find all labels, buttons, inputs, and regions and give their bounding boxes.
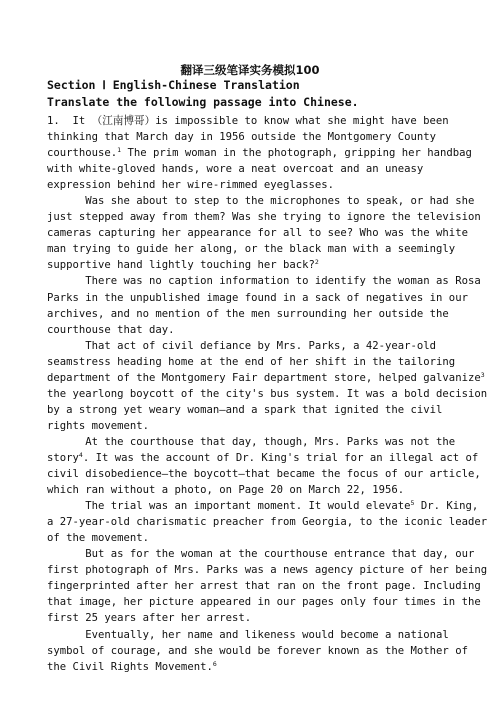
passage-line-text: by a strong yet weary woman—and a spark that ignited the civil [47, 403, 443, 416]
passage-line-text: the Civil Rights Movement. [47, 660, 213, 673]
passage-line-text: archives, and no mention of the men surrounding her outside the [47, 307, 449, 320]
passage-line-text: of the movement. [47, 532, 150, 545]
passage-line [47, 273, 481, 289]
passage-line [47, 514, 488, 530]
passage-line [47, 659, 467, 675]
page-title: 翻译三级笔译实务模拟100 [180, 63, 320, 77]
passage-line [47, 338, 467, 354]
passage-line-text: department of the Montgomery Fair department store, helped galvanize [47, 371, 481, 384]
passage-line-text: that image, her picture appeared in our pages only four times in the [47, 596, 481, 609]
passage-line-text: symbol of courage, and she would be forever known as the Mother of [47, 644, 468, 657]
passage-line-text: cameras capturing her appearance for all to see? Who was the white [47, 227, 468, 240]
passage-line-text: first 25 years after her arrest. [47, 612, 252, 625]
passage-line-text: rights movement. [47, 419, 150, 432]
passage-line [47, 594, 481, 610]
passage-line [47, 562, 488, 578]
footnote-marker: 5 [410, 499, 415, 508]
passage-line [47, 193, 475, 209]
passage-line [47, 450, 479, 466]
passage-line-text: the yearlong boycott of the city's bus system. It was a bold decision [47, 387, 488, 400]
passage-line-text: supportive hand lightly touching her back? [47, 259, 315, 272]
passage-line-text: Was she about to step to the microphones to speak, or had she [47, 195, 475, 208]
footnote-marker: 6 [212, 659, 217, 668]
instruction-heading: Translate the following passage into Chinese. [47, 95, 359, 109]
passage-line [47, 418, 467, 434]
passage-line-continuation: . It was the account of Dr. King's trial for an illegal act of [82, 451, 479, 464]
passage-line-text: At the courthouse that day, though, Mrs. Parks was not the [47, 435, 456, 448]
passage-line [47, 627, 467, 643]
footnote-marker: 3 [480, 370, 485, 379]
passage-line [47, 257, 467, 273]
passage-line [47, 306, 467, 322]
passage-line-text: Parks in the unpublished image found in a sack of negatives in our [47, 291, 468, 304]
passage-line [47, 466, 481, 482]
passage-line-text: just stepped away from them? Was she trying to ignore the television [47, 211, 481, 224]
passage-line [47, 354, 467, 370]
footnote-marker: 1 [117, 146, 122, 155]
passage-line [47, 177, 467, 193]
passage-line-text: But as for the woman at the courthouse entrance that day, our [47, 548, 475, 561]
passage-line-text: There was no caption information to identify the woman as Rosa [47, 275, 481, 288]
passage-line-text: courthouse. [47, 147, 118, 160]
passage-line [47, 643, 467, 659]
passage-line-text: thinking that March day in 1956 outside the Montgomery County [47, 131, 437, 144]
passage-line [47, 610, 467, 626]
passage-line [47, 225, 467, 241]
passage-line-text: man trying to guide her along, or the black man with a seemingly [47, 243, 456, 256]
passage-line [47, 402, 467, 418]
passage-line [47, 546, 475, 562]
passage-line [47, 434, 467, 450]
passage-line [47, 161, 467, 177]
passage-line-text: seamstress heading home at the end of her shift in the tailoring [47, 355, 456, 368]
passage-line [47, 241, 467, 257]
passage-line [47, 290, 467, 306]
passage-line-continuation: The prim woman in the photograph, gripping her handbag [121, 147, 472, 160]
passage-line [47, 578, 481, 594]
passage-line [47, 129, 467, 145]
section-heading: Section Ⅰ English-Chinese Translation [47, 78, 300, 92]
passage-line-text: story [47, 451, 79, 464]
passage-line [47, 482, 467, 498]
passage-line [47, 209, 481, 225]
passage-line-text: 1. It （江南博哥）is impossible to know what she might have been [47, 115, 449, 127]
passage-line-continuation: Dr. King, [414, 500, 479, 513]
passage-line-text: The trial was an important moment. It would elevate [47, 500, 411, 513]
passage-line-text: expression behind her wire-rimmed eyeglasses. [47, 179, 335, 192]
passage-line-text: That act of civil defiance by Mrs. Parks, a 42-year-old [47, 339, 437, 352]
passage-line-text: which ran without a photo, on Page 20 on March 22, 1956. [47, 484, 405, 497]
passage-line [47, 498, 479, 514]
passage-line-text: fingerprinted after her arrest that ran on the front page. Including [47, 580, 481, 593]
passage-line [47, 530, 467, 546]
footnote-marker: 4 [78, 450, 83, 459]
passage-line-text: first photograph of Mrs. Parks was a news agency picture of her being [47, 564, 488, 577]
passage-line-text: Eventually, her name and likeness would become a national [47, 628, 449, 641]
passage-line [47, 370, 485, 386]
footnote-marker: 2 [314, 258, 319, 267]
passage-line-text: civil disobedience—the boycott—that became the focus of our article, [47, 468, 481, 481]
passage-line [47, 322, 467, 338]
passage-line [47, 145, 472, 161]
passage-line [47, 386, 488, 402]
passage-line-text: a 27-year-old charismatic preacher from Georgia, to the iconic leader [47, 516, 488, 529]
passage-body [47, 113, 488, 675]
passage-line-text: with white-gloved hands, wore a neat overcoat and an uneasy [47, 163, 424, 176]
passage-line [47, 113, 467, 129]
passage-line-text: courthouse that day. [47, 323, 175, 336]
